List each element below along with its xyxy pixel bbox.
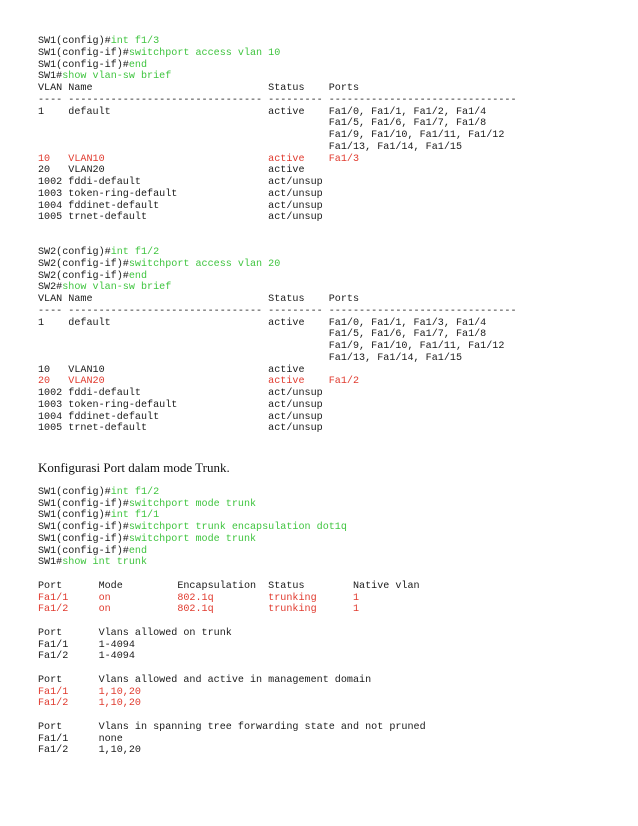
cli-prompt: SW1(config-if)# (38, 522, 129, 533)
command-line (38, 487, 628, 499)
table-row: Fa1/9, Fa1/10, Fa1/11, Fa1/12 (38, 130, 505, 141)
cli-command: switchport mode trunk (128, 533, 257, 545)
table-row: Fa1/5, Fa1/6, Fa1/7, Fa1/8 (38, 329, 487, 341)
command-line (38, 282, 628, 294)
cli-prompt: SW1(config)# (38, 486, 111, 498)
trunk-section-heading: Konfigurasi Port dalam mode Trunk. (38, 459, 230, 475)
command-line (38, 60, 628, 72)
command-line (38, 259, 628, 271)
table-row: Fa1/5, Fa1/6, Fa1/7, Fa1/8 (38, 118, 487, 130)
table-row: 1005 trnet-default act/unsup (38, 423, 323, 435)
cli-prompt: SW1(config-if)# (38, 47, 129, 59)
cli-command: int f1/2 (110, 486, 160, 498)
command-line (38, 534, 628, 546)
cli-command: switchport trunk encapsulation dot1q (128, 522, 347, 533)
cli-prompt: SW2(config)# (38, 247, 111, 258)
table-row: 1002 fddi-default act/unsup (38, 177, 323, 188)
sw2-vlan-header (38, 294, 628, 318)
command-line (38, 36, 628, 48)
table-row: 1 default active Fa1/0, Fa1/1, Fa1/2, Fa1/4 (38, 106, 487, 118)
output-line: Port Vlans allowed on trunk (38, 627, 232, 639)
cli-command: switchport access vlan 10 (128, 47, 281, 59)
output-line: Fa1/1 1-4094 (38, 639, 135, 651)
cli-command: end (128, 270, 148, 282)
table-row: Fa1/13, Fa1/14, Fa1/15 (38, 352, 463, 364)
table-header: VLAN Name Status Ports (38, 294, 360, 305)
table-row: 1003 token-ring-default act/unsup (38, 399, 323, 411)
cli-prompt: SW2# (38, 282, 63, 294)
cli-command: end (128, 545, 148, 557)
table-row: 1004 fddinet-default act/unsup (38, 200, 323, 212)
output-line: Port Vlans allowed and active in management domain (38, 674, 372, 686)
command-line (38, 510, 628, 522)
output-line: Fa1/2 1-4094 (38, 651, 135, 663)
cli-command: int f1/2 (110, 247, 160, 258)
cli-command: show vlan-sw brief (62, 71, 172, 83)
cli-command: switchport access vlan 20 (128, 258, 281, 270)
output-line (38, 569, 628, 581)
cli-prompt: SW1(config-if)# (38, 545, 129, 557)
table-row: 10 VLAN10 active Fa1/3 (38, 153, 360, 165)
cli-command: show int trunk (62, 557, 148, 569)
table-divider: ---- -------------------------------- --------- ------------------------------- (38, 305, 517, 317)
table-row: 1002 fddi-default act/unsup (38, 388, 323, 399)
output-line: Fa1/1 on 802.1q trunking 1 (38, 592, 360, 604)
table-divider: ---- -------------------------------- --------- ------------------------------- (38, 94, 517, 106)
command-line (38, 247, 628, 259)
cli-prompt: SW1# (38, 557, 63, 569)
output-line: Fa1/2 1,10,20 (38, 745, 141, 757)
output-line: Fa1/2 1,10,20 (38, 698, 141, 710)
output-line (38, 663, 628, 675)
table-row: Fa1/13, Fa1/14, Fa1/15 (38, 141, 463, 153)
cli-prompt: SW2(config-if)# (38, 258, 129, 270)
cli-prompt: SW1(config-if)# (38, 533, 129, 545)
output-line (38, 710, 628, 722)
table-header: VLAN Name Status Ports (38, 83, 360, 94)
command-line (38, 48, 628, 60)
cli-command: int f1/1 (110, 510, 160, 522)
table-row: 20 VLAN20 active Fa1/2 (38, 376, 360, 388)
cli-command: switchport mode trunk (128, 498, 257, 510)
cli-prompt: SW2(config-if)# (38, 270, 129, 282)
cli-prompt: SW1(config)# (38, 36, 111, 47)
document-page (38, 36, 628, 757)
output-line: Fa1/2 on 802.1q trunking 1 (38, 604, 360, 616)
command-line (38, 557, 628, 569)
table-row: Fa1/9, Fa1/10, Fa1/11, Fa1/12 (38, 341, 505, 352)
cli-prompt: SW1(config-if)# (38, 498, 129, 510)
sw1-vlan-header (38, 83, 628, 107)
trunk-config-block (38, 487, 628, 569)
sw2-vlan-table (38, 318, 628, 436)
table-row: 1003 token-ring-default act/unsup (38, 188, 323, 200)
sw1-vlan-table (38, 107, 628, 225)
sw2-config-block (38, 247, 628, 294)
output-line (38, 616, 628, 628)
cli-prompt: SW1(config)# (38, 510, 111, 522)
cli-prompt: SW1(config-if)# (38, 59, 129, 71)
output-line: Port Mode Encapsulation Status Native vlan (38, 580, 420, 592)
output-line: Fa1/1 none (38, 733, 123, 745)
command-line (38, 546, 628, 558)
output-line: Port Vlans in spanning tree forwarding state and not pruned (38, 721, 426, 733)
table-row: 1005 trnet-default act/unsup (38, 212, 323, 224)
command-line (38, 499, 628, 511)
trunk-output-block (38, 569, 628, 757)
cli-prompt: SW1# (38, 71, 63, 83)
table-row: 10 VLAN10 active (38, 364, 305, 376)
output-line: Fa1/1 1,10,20 (38, 686, 141, 698)
sw1-config-block (38, 36, 628, 83)
table-row: 20 VLAN20 active (38, 165, 305, 177)
command-line (38, 71, 628, 83)
command-line (38, 271, 628, 283)
cli-command: show vlan-sw brief (62, 282, 172, 294)
table-row: 1004 fddinet-default act/unsup (38, 411, 323, 423)
table-row: 1 default active Fa1/0, Fa1/1, Fa1/3, Fa1/4 (38, 317, 487, 329)
command-line (38, 522, 628, 534)
cli-command: end (128, 59, 148, 71)
cli-command: int f1/3 (110, 36, 160, 47)
